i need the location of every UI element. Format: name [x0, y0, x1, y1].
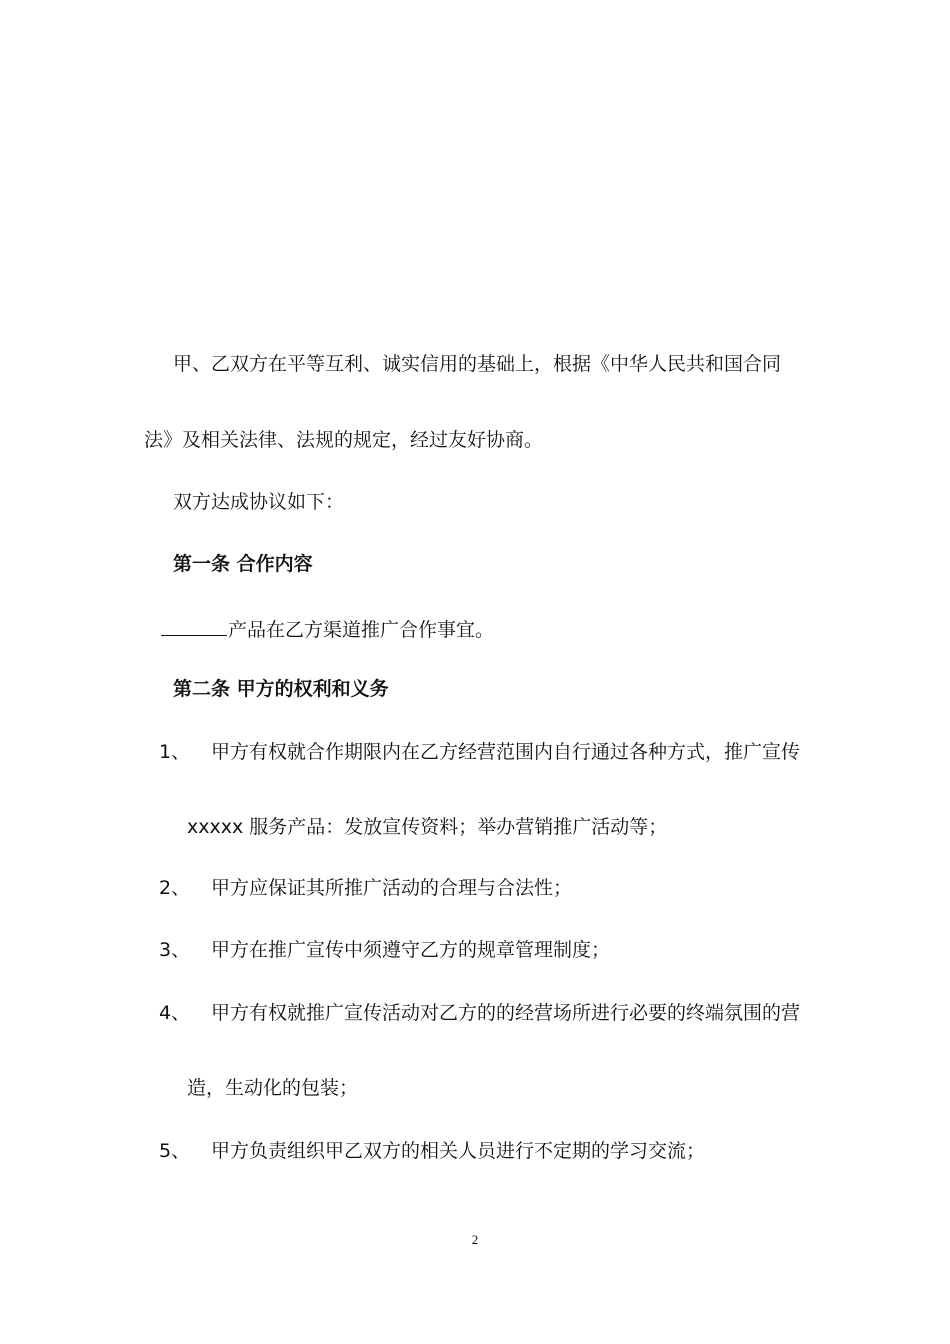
item-4-continuation: 造，生动化的包装；	[187, 1077, 359, 1099]
item-2-number: 2、	[159, 877, 191, 899]
item-3-text: 甲方在推广宣传中须遵守乙方的规章管理制度；	[211, 939, 611, 961]
item-5-number: 5、	[159, 1140, 191, 1162]
article-1-content	[161, 617, 494, 642]
intro-line-3: 双方达成协议如下：	[173, 491, 345, 513]
fill-in-blank	[161, 617, 227, 636]
item-4-number: 4、	[159, 1002, 191, 1024]
intro-line-2: 法》及相关法律、法规的规定，经过友好协商。	[144, 429, 544, 451]
item-5-text: 甲方负责组织甲乙双方的相关人员进行不定期的学习交流；	[211, 1140, 706, 1162]
item-1-text: 甲方有权就合作期限内在乙方经营范围内自行通过各种方式，推广宣传	[211, 741, 801, 763]
intro-line-1: 甲、乙双方在平等互利、诚实信用的基础上，根据《中华人民共和国合同	[173, 353, 782, 375]
item-3-number: 3、	[159, 939, 191, 961]
item-1-number: 1、	[159, 741, 191, 763]
article-1-heading: 第一条 合作内容	[173, 553, 313, 575]
article-1-content-text: 产品在乙方渠道推广合作事宜。	[228, 619, 495, 641]
page-number: 2	[471, 1232, 479, 1247]
item-4-text: 甲方有权就推广宣传活动对乙方的的经营场所进行必要的终端氛围的营	[211, 1002, 801, 1024]
item-1-continuation: xxxxx 服务产品：发放宣传资料；举办营销推广活动等；	[187, 816, 668, 838]
item-2-text: 甲方应保证其所推广活动的合理与合法性；	[211, 877, 573, 899]
article-2-heading: 第二条 甲方的权利和义务	[173, 678, 389, 700]
